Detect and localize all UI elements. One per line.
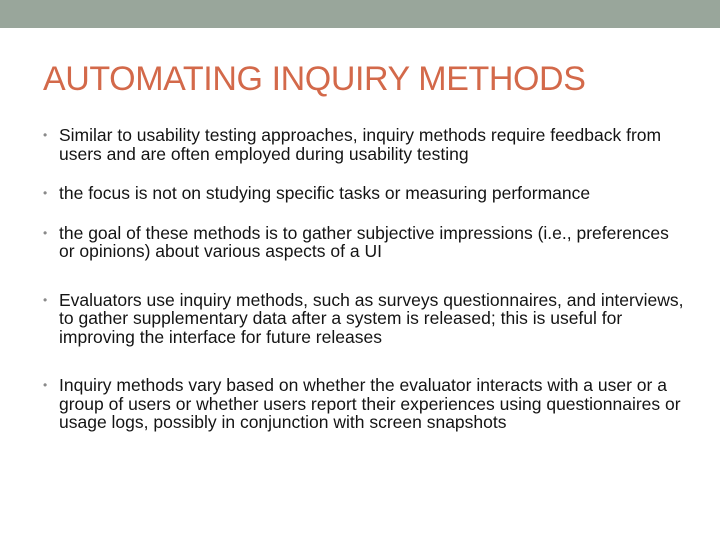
bullet-item: • Evaluators use inquiry methods, such as surveys questionnaires, and interviews, to gather supplementary data after a system is released; this is useful for improving the interface for future releases [43,291,688,347]
bullet-item: • Inquiry methods vary based on whether the evaluator interacts with a user or a group of users or whether users report their experiences using questionnaires or usage logs, possibly in conjunction with screen snapshots [43,376,688,432]
top-accent-bar [0,0,720,28]
bullet-list [43,126,688,432]
bullet-item: • the focus is not on studying specific tasks or measuring performance [43,184,688,203]
bullet-item: • the goal of these methods is to gather subjective impressions (i.e., preferences or opinions) about various aspects of a UI [43,224,688,261]
slide-title: AUTOMATING INQUIRY METHODS [43,60,586,98]
bullet-item: • Similar to usability testing approaches, inquiry methods require feedback from users and are often employed during usability testing [43,126,688,163]
